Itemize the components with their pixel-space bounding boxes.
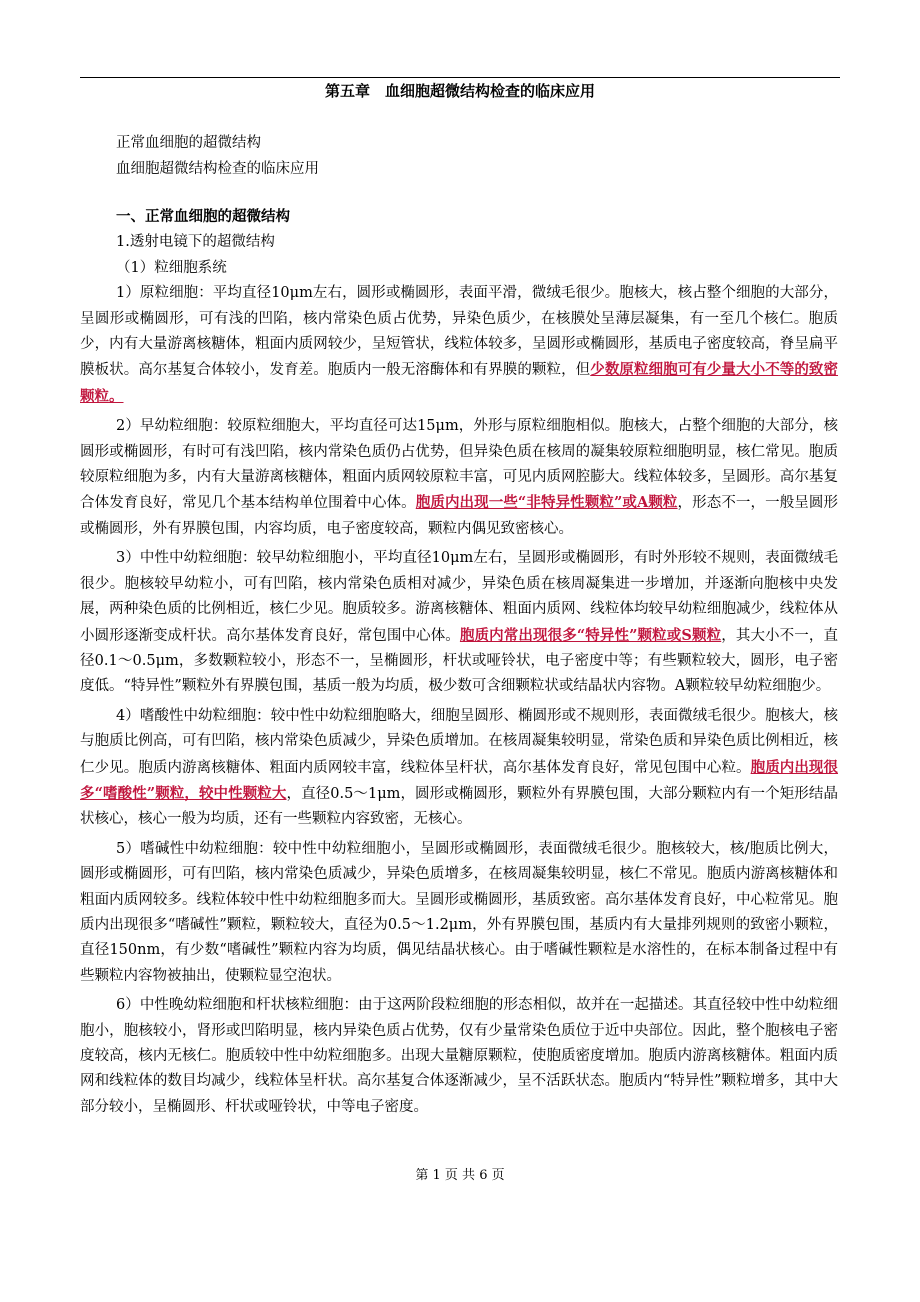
highlighted-text: 胞质内常出现很多“特异性”颗粒或S颗粒 xyxy=(459,626,722,644)
paragraph-text: ，其大小不一，直径0.1～0.5μm，多数颗粒较小，形态不一，呈椭圆形，杆状或哑铃状，电子密度中等；有些颗粒较大，圆形，电子密度低。“特异性”颗粒外有界膜包围，基质一般为均质，极少数可含细颗粒状或结晶状内容物。A颗粒较早幼粒细胞少。 xyxy=(80,627,839,695)
chapter-title: 第五章 血细胞超微结构检查的临床应用 xyxy=(324,82,595,100)
header-rule xyxy=(80,77,840,78)
document-body xyxy=(80,205,838,1120)
highlighted-text: 少数原粒细胞可有少量大小不等的致密颗粒。 xyxy=(80,361,839,405)
paragraph-metamyelocyte: 6）中性晚幼粒细胞和杆状核粒细胞：由于这两阶段粒细胞的形态相似，故并在一起描述。其直径较中性中幼粒细胞小，胞核较小，肾形或凹陷明显，核内异染色质占优势，仅有少量常染色质位于近中央部位。因此，整个胞核电子密度较高，核内无核仁。胞质较中性中幼粒细胞多。出现大量糖原颗粒，使胞质密度增加。胞质内游离核糖体。粗面内质网和线粒体的数目均减少，线粒体呈杆状。高尔基复合体逐渐减少，呈不活跃状态。胞质内“特异性”颗粒增多，其中大部分较小，呈椭圆形、杆状或哑铃状，中等电子密度。 xyxy=(80,997,838,1115)
subsubsection-heading: （1）粒细胞系统 xyxy=(116,259,227,276)
paragraph-text: 1）原粒细胞：平均直径10μm左右，圆形或椭圆形，表面平滑，微绒毛很少。胞核大，核占整个细胞的大部分，呈圆形或椭圆形，可有浅的凹陷，核内常染色质占优势，异染色质少，在核膜处呈薄层凝集，有一至几个核仁。胞质少，内有大量游离核糖体，粗面内质网较少，呈短管状，线粒体较多，呈圆形或椭圆形，基质电子密度较高，脊呈扁平膜板状。高尔基复合体较小，发育差。胞质内一般无溶酶体和有界膜的颗粒，但 xyxy=(80,285,838,379)
paragraph-promyelocyte xyxy=(80,414,838,542)
subsection-heading: 1.透射电镜下的超微结构 xyxy=(116,234,275,251)
paragraph-myeloblast xyxy=(80,281,838,410)
paragraph-text: ，形态不一，一般呈圆形或椭圆形，外有界膜包围，内容均质，电子密度较高，颗粒内偶见致密核心。 xyxy=(80,495,839,537)
paragraph-eosinophilic-myelocyte xyxy=(80,704,838,833)
page-footer: 第 1 页 共 6 页 xyxy=(415,1168,505,1183)
toc-item: 血细胞超微结构检查的临床应用 xyxy=(116,161,319,177)
highlighted-text: 胞质内出现很多“嗜酸性”颗粒，较中性颗粒大 xyxy=(80,758,839,802)
toc-item: 正常血细胞的超微结构 xyxy=(116,135,261,151)
paragraph-basophilic-myelocyte: 5）嗜碱性中幼粒细胞：较中性中幼粒细胞小，呈圆形或椭圆形，表面微绒毛很少。胞核较大，核/胞质比例大，圆形或椭圆形，可有凹陷，核内常染色质减少，异染色质增多，在核周凝集较明显，核仁不常见。胞质内游离核糖体和粗面内质网较多。线粒体较中性中幼粒细胞多而大。呈圆形或椭圆形，基质致密。高尔基体发育良好，中心粒常见。胞质内出现很多“嗜碱性”颗粒，颗粒较大，直径为0.5～1.2μm，外有界膜包围，基质内有大量排列规则的致密小颗粒，直径150nm，有少数“嗜碱性”颗粒内容为均质，偶见结晶状核心。由于嗜碱性颗粒是水溶性的，在标本制备过程中有些颗粒内容物被抽出，使颗粒显空泡状。 xyxy=(80,840,838,984)
section-heading: 一、正常血细胞的超微结构 xyxy=(116,209,290,225)
paragraph-text: 3）中性中幼粒细胞：较早幼粒细胞小，平均直径10μm左右，呈圆形或椭圆形，有时外形较不规则，表面微绒毛很少。胞核较早幼粒小，可有凹陷，核内常染色质相对减少，异染色质在核周凝集进一步增加，并逐渐向胞核中央发展，两种染色质的比例相近，核仁少见。胞质较多。游离核糖体、粗面内质网、线粒体均较早幼粒细胞减少，线粒体从小圆形逐渐变成杆状。高尔基体发育良好，常包围中心体。 xyxy=(80,550,838,644)
highlighted-text: 胞质内出现一些“非特异性颗粒”或A颗粒 xyxy=(415,494,678,512)
table-of-contents xyxy=(116,130,319,182)
paragraph-text: 4）嗜酸性中幼粒细胞：较中性中幼粒细胞略大，细胞呈圆形、椭圆形或不规则形，表面微绒毛很少。胞核大，核与胞质比例高，可有凹陷，核内常染色质减少，异染色质增加。在核周凝集较明显，常染色质和异染色质比例相近，核仁少见。胞质内游离核糖体、粗面内质网较丰富，线粒体呈杆状，高尔基体发育良好，常见包围中心粒。 xyxy=(80,707,838,776)
paragraph-text: 2）早幼粒细胞：较原粒细胞大，平均直径可达15μm，外形与原粒细胞相似。胞核大，占整个细胞的大部分，核圆形或椭圆形，有时可有浅凹陷，核内常染色质仍占优势，但异染色质在核周的凝集较原粒细胞明显，核仁常见。胞质较原粒细胞为多，内有大量游离核糖体，粗面内质网较原粒丰富，可见内质网腔膨大。线粒体较多，呈圆形。高尔基复合体发育良好，常见几个基本结构单位围着中心体。 xyxy=(80,418,838,512)
paragraph-neutrophilic-myelocyte xyxy=(80,546,838,699)
paragraph-text: ，直径0.5～1μm，圆形或椭圆形，颗粒外有界膜包围，大部分颗粒内有一个矩形结晶状核心，核心一般为均质，还有一些颗粒内容致密，无核心。 xyxy=(80,785,838,828)
